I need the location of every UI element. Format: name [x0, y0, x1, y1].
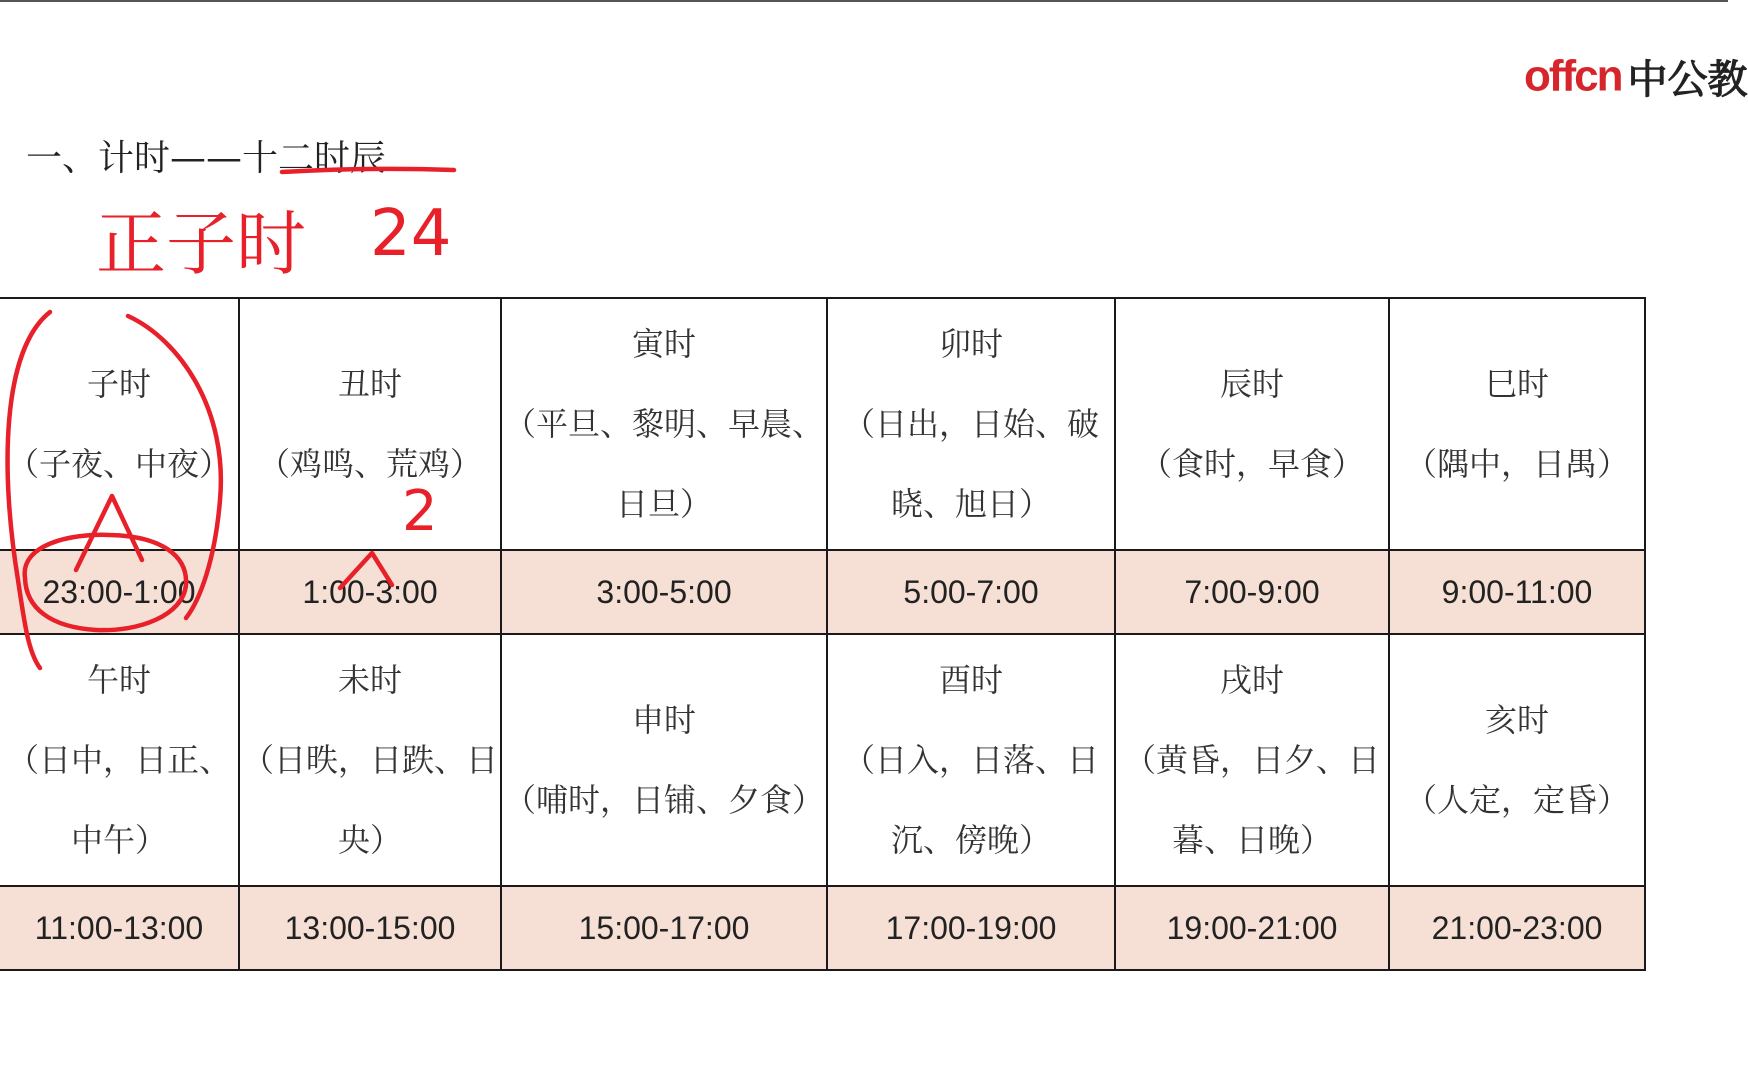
shichen-name: 卯时 — [938, 325, 1003, 363]
table-cell — [827, 634, 1115, 886]
table-row-times — [0, 886, 1645, 970]
shichen-name: 巳时 — [1484, 365, 1549, 403]
section-heading: 一、计时——十二时辰 — [26, 138, 387, 179]
shichen-desc: （子夜、中夜） — [6, 445, 231, 483]
shichen-table — [0, 297, 1646, 971]
table-row-names — [0, 634, 1645, 886]
handwritten-digit: 2 — [402, 479, 438, 544]
shichen-name: 申时 — [631, 701, 696, 739]
shichen-name: 子时 — [86, 365, 151, 403]
table-cell — [239, 634, 501, 886]
time-range-cell: 13:00-15:00 — [239, 886, 501, 970]
shichen-desc: （日昳，日跌、日央） — [241, 741, 498, 859]
table-cell — [501, 634, 827, 886]
offcn-logo — [1524, 48, 1748, 108]
shichen-desc: （平旦、黎明、早晨、日旦） — [503, 405, 824, 523]
table-cell — [1115, 634, 1389, 886]
table-row-names — [0, 298, 1645, 550]
table-cell — [239, 298, 501, 550]
shichen-desc: （日出，日始、破晓、旭日） — [842, 405, 1099, 523]
time-range-cell: 15:00-17:00 — [501, 886, 827, 970]
shichen-desc: （哺时，日铺、夕食） — [503, 781, 824, 819]
shichen-desc: （隅中，日禺） — [1404, 445, 1629, 483]
time-range-cell: 19:00-21:00 — [1115, 886, 1389, 970]
shichen-desc: （食时，早食） — [1139, 445, 1364, 483]
logo-latin-text: offcn — [1524, 51, 1622, 101]
shichen-desc: （日入，日落、日沉、傍晚） — [842, 741, 1099, 859]
shichen-name: 酉时 — [938, 661, 1003, 699]
time-range-cell: 7:00-9:00 — [1115, 550, 1389, 634]
table-row-times — [0, 550, 1645, 634]
shichen-desc: （日中，日正、中午） — [6, 741, 231, 859]
top-border-line — [0, 0, 1728, 2]
time-range-cell: 3:00-5:00 — [501, 550, 827, 634]
time-range-cell: 17:00-19:00 — [827, 886, 1115, 970]
table-cell — [501, 298, 827, 550]
table-cell — [1389, 298, 1645, 550]
shichen-name: 辰时 — [1219, 365, 1284, 403]
shichen-name: 丑时 — [337, 365, 402, 403]
time-range-cell: 21:00-23:00 — [1389, 886, 1645, 970]
handwritten-number: 24 — [370, 197, 452, 271]
shichen-name: 寅时 — [631, 325, 696, 363]
time-range-cell: 23:00-1:00 — [0, 550, 239, 634]
time-range-cell: 9:00-11:00 — [1389, 550, 1645, 634]
shichen-name: 亥时 — [1484, 701, 1549, 739]
table-cell — [1389, 634, 1645, 886]
time-range-cell: 5:00-7:00 — [827, 550, 1115, 634]
time-range-cell: 11:00-13:00 — [0, 886, 239, 970]
table-cell — [0, 634, 239, 886]
table-cell — [0, 298, 239, 550]
time-range-cell: 1:00-3:00 — [239, 550, 501, 634]
table-cell — [1115, 298, 1389, 550]
shichen-desc: （黄昏，日夕、日暮、日晚） — [1123, 741, 1380, 859]
shichen-name: 未时 — [337, 661, 402, 699]
shichen-name: 午时 — [86, 661, 151, 699]
handwritten-text: 正子时 — [96, 203, 306, 285]
shichen-name: 戌时 — [1219, 661, 1284, 699]
shichen-desc: （人定，定昏） — [1404, 781, 1629, 819]
logo-cjk-text: 中公教 — [1627, 57, 1748, 103]
shichen-desc: （鸡鸣、荒鸡） — [257, 445, 482, 483]
table-cell — [827, 298, 1115, 550]
